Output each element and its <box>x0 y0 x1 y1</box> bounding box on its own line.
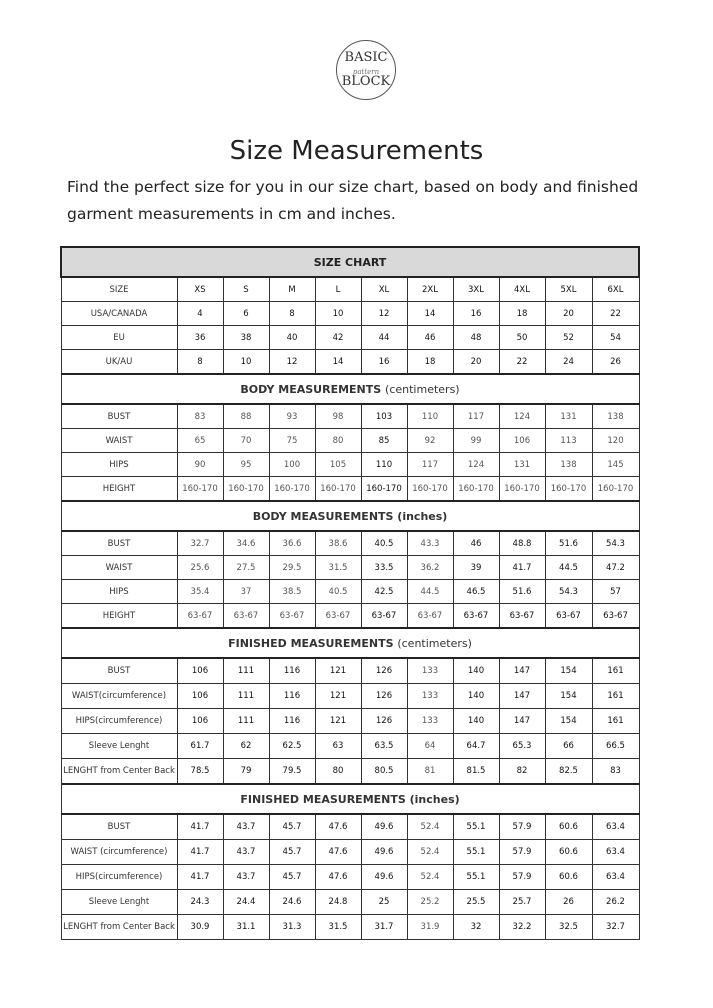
table-row <box>61 890 639 915</box>
table-cell: 62.5 <box>269 734 315 759</box>
table-cell: 46 <box>407 326 453 350</box>
table-cell: 63-67 <box>269 604 315 629</box>
table-cell: 55.1 <box>453 865 499 890</box>
row-label: USA/CANADA <box>61 302 177 326</box>
table-cell: 98 <box>315 404 361 429</box>
section-title-unit: (centimeters) <box>385 382 460 396</box>
table-cell: 42 <box>315 326 361 350</box>
table-cell: 52.4 <box>407 865 453 890</box>
table-cell: 106 <box>177 709 223 734</box>
table-row <box>61 302 639 326</box>
table-cell: 55.1 <box>453 840 499 865</box>
size-header-cell: XL <box>361 277 407 302</box>
table-cell: 51.6 <box>545 531 592 556</box>
table-cell: 26 <box>592 350 639 375</box>
table-cell: 44.5 <box>407 580 453 604</box>
table-cell: 83 <box>592 759 639 785</box>
table-row <box>61 734 639 759</box>
logo-line-1: BASIC <box>344 50 388 65</box>
table-cell: 24.8 <box>315 890 361 915</box>
section-header-row <box>61 501 639 531</box>
table-cell: 10 <box>315 302 361 326</box>
table-cell: 133 <box>407 684 453 709</box>
row-label: EU <box>61 326 177 350</box>
table-cell: 80 <box>315 759 361 785</box>
table-cell: 63.4 <box>592 814 639 840</box>
row-label: BUST <box>61 658 177 684</box>
table-cell: 63-67 <box>407 604 453 629</box>
table-cell: 133 <box>407 658 453 684</box>
table-cell: 160-170 <box>269 477 315 502</box>
table-cell: 57.9 <box>499 865 545 890</box>
table-cell: 110 <box>407 404 453 429</box>
table-cell: 160-170 <box>223 477 269 502</box>
row-label: WAIST (circumference) <box>61 840 177 865</box>
table-cell: 38 <box>223 326 269 350</box>
table-cell: 55.1 <box>453 814 499 840</box>
table-cell: 63-67 <box>592 604 639 629</box>
section-header-row <box>61 784 639 814</box>
table-cell: 131 <box>499 453 545 477</box>
table-row <box>61 350 639 375</box>
table-cell: 52.4 <box>407 840 453 865</box>
section-title-unit: (centimeters) <box>397 636 472 650</box>
table-cell: 160-170 <box>407 477 453 502</box>
table-row <box>61 477 639 502</box>
table-cell: 111 <box>223 684 269 709</box>
table-row <box>61 814 639 840</box>
table-cell: 66 <box>545 734 592 759</box>
table-cell: 24.6 <box>269 890 315 915</box>
table-cell: 60.6 <box>545 840 592 865</box>
table-cell: 93 <box>269 404 315 429</box>
table-row <box>61 915 639 940</box>
table-cell: 57.9 <box>499 840 545 865</box>
section-title <box>61 501 639 531</box>
table-cell: 43.7 <box>223 865 269 890</box>
table-cell: 27.5 <box>223 556 269 580</box>
table-cell: 52 <box>545 326 592 350</box>
size-header-row <box>61 277 639 302</box>
table-cell: 63-67 <box>223 604 269 629</box>
table-cell: 75 <box>269 429 315 453</box>
table-cell: 8 <box>269 302 315 326</box>
table-cell: 41.7 <box>177 840 223 865</box>
table-cell: 47.6 <box>315 865 361 890</box>
table-row <box>61 604 639 629</box>
table-cell: 116 <box>269 658 315 684</box>
table-cell: 63 <box>315 734 361 759</box>
table-cell: 80 <box>315 429 361 453</box>
row-label: UK/AU <box>61 350 177 375</box>
section-header-row <box>61 628 639 658</box>
table-cell: 45.7 <box>269 814 315 840</box>
table-cell: 18 <box>407 350 453 375</box>
table-cell: 45.7 <box>269 865 315 890</box>
table-cell: 147 <box>499 709 545 734</box>
table-cell: 41.7 <box>499 556 545 580</box>
table-cell: 63-67 <box>499 604 545 629</box>
table-cell: 38.6 <box>315 531 361 556</box>
section-title <box>61 628 639 658</box>
table-cell: 36 <box>177 326 223 350</box>
table-cell: 40.5 <box>361 531 407 556</box>
table-cell: 30.9 <box>177 915 223 940</box>
table-cell: 105 <box>315 453 361 477</box>
table-cell: 29.5 <box>269 556 315 580</box>
table-cell: 62 <box>223 734 269 759</box>
table-cell: 48 <box>453 326 499 350</box>
table-cell: 117 <box>407 453 453 477</box>
row-label: SIZE <box>61 277 177 302</box>
table-cell: 161 <box>592 658 639 684</box>
table-cell: 60.6 <box>545 865 592 890</box>
table-cell: 31.5 <box>315 556 361 580</box>
table-cell: 64.7 <box>453 734 499 759</box>
table-cell: 90 <box>177 453 223 477</box>
table-cell: 70 <box>223 429 269 453</box>
chart-title: SIZE CHART <box>61 247 639 277</box>
table-cell: 8 <box>177 350 223 375</box>
table-cell: 126 <box>361 658 407 684</box>
size-header-cell: 6XL <box>592 277 639 302</box>
table-cell: 63.4 <box>592 840 639 865</box>
table-cell: 39 <box>453 556 499 580</box>
row-label: BUST <box>61 531 177 556</box>
table-cell: 31.5 <box>315 915 361 940</box>
table-cell: 160-170 <box>499 477 545 502</box>
table-cell: 82.5 <box>545 759 592 785</box>
page-title: Size Measurements <box>229 136 484 166</box>
table-cell: 24 <box>545 350 592 375</box>
table-cell: 31.3 <box>269 915 315 940</box>
table-cell: 33.5 <box>361 556 407 580</box>
table-cell: 20 <box>545 302 592 326</box>
size-header-cell: S <box>223 277 269 302</box>
size-header-cell: 5XL <box>545 277 592 302</box>
table-cell: 40 <box>269 326 315 350</box>
table-cell: 79.5 <box>269 759 315 785</box>
table-cell: 147 <box>499 684 545 709</box>
table-cell: 25.7 <box>499 890 545 915</box>
section-title-bold: BODY MEASUREMENTS <box>252 509 398 523</box>
table-cell: 4 <box>177 302 223 326</box>
table-cell: 116 <box>269 709 315 734</box>
table-cell: 36.2 <box>407 556 453 580</box>
table-row <box>61 556 639 580</box>
table-cell: 111 <box>223 709 269 734</box>
row-label: HIPS <box>61 580 177 604</box>
table-cell: 63-67 <box>453 604 499 629</box>
table-cell: 47.6 <box>315 814 361 840</box>
table-cell: 106 <box>177 658 223 684</box>
table-cell: 26 <box>545 890 592 915</box>
table-cell: 46.5 <box>453 580 499 604</box>
table-cell: 121 <box>315 684 361 709</box>
table-cell: 10 <box>223 350 269 375</box>
table-cell: 32.7 <box>177 531 223 556</box>
table-cell: 18 <box>499 302 545 326</box>
table-row <box>61 865 639 890</box>
row-label: HEIGHT <box>61 604 177 629</box>
table-cell: 60.6 <box>545 814 592 840</box>
row-label: BUST <box>61 814 177 840</box>
table-cell: 133 <box>407 709 453 734</box>
table-cell: 25.6 <box>177 556 223 580</box>
table-cell: 66.5 <box>592 734 639 759</box>
table-cell: 154 <box>545 658 592 684</box>
section-title-unit: (inches) <box>409 792 460 806</box>
table-cell: 120 <box>592 429 639 453</box>
table-cell: 126 <box>361 684 407 709</box>
table-cell: 22 <box>499 350 545 375</box>
table-cell: 138 <box>592 404 639 429</box>
row-label: Sleeve Lenght <box>61 890 177 915</box>
table-cell: 16 <box>361 350 407 375</box>
table-cell: 121 <box>315 658 361 684</box>
table-cell: 24.4 <box>223 890 269 915</box>
table-cell: 161 <box>592 709 639 734</box>
table-cell: 43.3 <box>407 531 453 556</box>
table-cell: 78.5 <box>177 759 223 785</box>
table-cell: 31.7 <box>361 915 407 940</box>
table-cell: 106 <box>499 429 545 453</box>
table-cell: 81 <box>407 759 453 785</box>
size-header-cell: L <box>315 277 361 302</box>
table-cell: 48.8 <box>499 531 545 556</box>
table-cell: 32.7 <box>592 915 639 940</box>
size-header-cell: 4XL <box>499 277 545 302</box>
table-row <box>61 709 639 734</box>
table-cell: 160-170 <box>453 477 499 502</box>
row-label: WAIST(circumference) <box>61 684 177 709</box>
table-cell: 121 <box>315 709 361 734</box>
row-label: LENGHT from Center Back <box>61 759 177 785</box>
table-row <box>61 429 639 453</box>
table-cell: 49.6 <box>361 865 407 890</box>
size-header-cell: 2XL <box>407 277 453 302</box>
table-cell: 34.6 <box>223 531 269 556</box>
section-header-row <box>61 374 639 404</box>
row-label: HEIGHT <box>61 477 177 502</box>
table-cell: 32.2 <box>499 915 545 940</box>
table-row <box>61 326 639 350</box>
table-cell: 117 <box>453 404 499 429</box>
table-cell: 160-170 <box>315 477 361 502</box>
table-cell: 25.2 <box>407 890 453 915</box>
table-cell: 38.5 <box>269 580 315 604</box>
table-cell: 63-67 <box>361 604 407 629</box>
table-row <box>61 658 639 684</box>
table-cell: 124 <box>453 453 499 477</box>
table-cell: 54.3 <box>592 531 639 556</box>
table-cell: 57 <box>592 580 639 604</box>
row-label: WAIST <box>61 429 177 453</box>
table-cell: 44.5 <box>545 556 592 580</box>
intro-text: Find the perfect size for you in our size chart, based on body and finished garment measurements in cm and inches. <box>67 178 639 223</box>
section-title-unit: (inches) <box>397 509 448 523</box>
table-cell: 65.3 <box>499 734 545 759</box>
section-title <box>61 784 639 814</box>
table-cell: 41.7 <box>177 865 223 890</box>
table-cell: 161 <box>592 684 639 709</box>
table-cell: 65 <box>177 429 223 453</box>
table-cell: 45.7 <box>269 840 315 865</box>
table-cell: 92 <box>407 429 453 453</box>
size-header-cell: 3XL <box>453 277 499 302</box>
table-cell: 47.6 <box>315 840 361 865</box>
table-cell: 54.3 <box>545 580 592 604</box>
row-label: Sleeve Lenght <box>61 734 177 759</box>
table-row <box>61 840 639 865</box>
table-cell: 154 <box>545 709 592 734</box>
table-cell: 41.7 <box>177 814 223 840</box>
table-cell: 35.4 <box>177 580 223 604</box>
table-cell: 32 <box>453 915 499 940</box>
chart-title-row <box>61 247 639 277</box>
table-cell: 131 <box>545 404 592 429</box>
table-cell: 63-67 <box>315 604 361 629</box>
table-row <box>61 453 639 477</box>
section-title-bold: FINISHED MEASUREMENTS <box>240 792 410 806</box>
table-cell: 61.7 <box>177 734 223 759</box>
table-cell: 6 <box>223 302 269 326</box>
brand-logo <box>336 40 396 100</box>
table-cell: 113 <box>545 429 592 453</box>
table-cell: 63.5 <box>361 734 407 759</box>
table-cell: 26.2 <box>592 890 639 915</box>
table-cell: 79 <box>223 759 269 785</box>
size-header-cell: M <box>269 277 315 302</box>
table-cell: 49.6 <box>361 814 407 840</box>
table-cell: 54 <box>592 326 639 350</box>
table-cell: 147 <box>499 658 545 684</box>
table-cell: 22 <box>592 302 639 326</box>
size-chart-table <box>60 246 640 940</box>
table-row <box>61 684 639 709</box>
table-cell: 80.5 <box>361 759 407 785</box>
table-cell: 63-67 <box>177 604 223 629</box>
table-cell: 14 <box>407 302 453 326</box>
table-cell: 63-67 <box>545 604 592 629</box>
section-title <box>61 374 639 404</box>
table-cell: 83 <box>177 404 223 429</box>
table-row <box>61 531 639 556</box>
table-row <box>61 580 639 604</box>
row-label: WAIST <box>61 556 177 580</box>
table-cell: 43.7 <box>223 840 269 865</box>
table-cell: 124 <box>499 404 545 429</box>
table-cell: 106 <box>177 684 223 709</box>
table-cell: 25 <box>361 890 407 915</box>
table-cell: 42.5 <box>361 580 407 604</box>
table-cell: 160-170 <box>177 477 223 502</box>
table-cell: 103 <box>361 404 407 429</box>
table-cell: 47.2 <box>592 556 639 580</box>
table-cell: 85 <box>361 429 407 453</box>
table-cell: 111 <box>223 658 269 684</box>
table-cell: 49.6 <box>361 840 407 865</box>
row-label: BUST <box>61 404 177 429</box>
logo-line-2: pattern <box>352 68 380 76</box>
table-cell: 24.3 <box>177 890 223 915</box>
row-label: HIPS <box>61 453 177 477</box>
table-cell: 82 <box>499 759 545 785</box>
table-cell: 63.4 <box>592 865 639 890</box>
table-cell: 154 <box>545 684 592 709</box>
table-cell: 16 <box>453 302 499 326</box>
table-cell: 46 <box>453 531 499 556</box>
table-cell: 36.6 <box>269 531 315 556</box>
table-cell: 138 <box>545 453 592 477</box>
table-cell: 31.1 <box>223 915 269 940</box>
table-cell: 20 <box>453 350 499 375</box>
table-cell: 81.5 <box>453 759 499 785</box>
table-cell: 160-170 <box>592 477 639 502</box>
row-label: LENGHT from Center Back <box>61 915 177 940</box>
logo-line-3: BLOCK <box>341 74 391 89</box>
section-title-bold: FINISHED MEASUREMENTS <box>228 636 398 650</box>
table-cell: 140 <box>453 658 499 684</box>
table-cell: 37 <box>223 580 269 604</box>
section-title-bold: BODY MEASUREMENTS <box>240 382 386 396</box>
table-cell: 110 <box>361 453 407 477</box>
table-cell: 14 <box>315 350 361 375</box>
table-cell: 126 <box>361 709 407 734</box>
table-cell: 140 <box>453 709 499 734</box>
table-cell: 95 <box>223 453 269 477</box>
table-cell: 145 <box>592 453 639 477</box>
table-cell: 160-170 <box>545 477 592 502</box>
table-cell: 51.6 <box>499 580 545 604</box>
table-cell: 64 <box>407 734 453 759</box>
table-cell: 40.5 <box>315 580 361 604</box>
table-cell: 25.5 <box>453 890 499 915</box>
table-cell: 12 <box>269 350 315 375</box>
table-cell: 32.5 <box>545 915 592 940</box>
table-cell: 12 <box>361 302 407 326</box>
table-cell: 99 <box>453 429 499 453</box>
table-cell: 160-170 <box>361 477 407 502</box>
table-cell: 57.9 <box>499 814 545 840</box>
table-row <box>61 759 639 785</box>
table-cell: 116 <box>269 684 315 709</box>
table-cell: 43.7 <box>223 814 269 840</box>
table-cell: 52.4 <box>407 814 453 840</box>
table-cell: 44 <box>361 326 407 350</box>
table-row <box>61 404 639 429</box>
size-header-cell: XS <box>177 277 223 302</box>
row-label: HIPS(circumference) <box>61 709 177 734</box>
table-cell: 140 <box>453 684 499 709</box>
table-cell: 50 <box>499 326 545 350</box>
row-label: HIPS(circumference) <box>61 865 177 890</box>
table-cell: 31.9 <box>407 915 453 940</box>
table-cell: 88 <box>223 404 269 429</box>
table-cell: 100 <box>269 453 315 477</box>
